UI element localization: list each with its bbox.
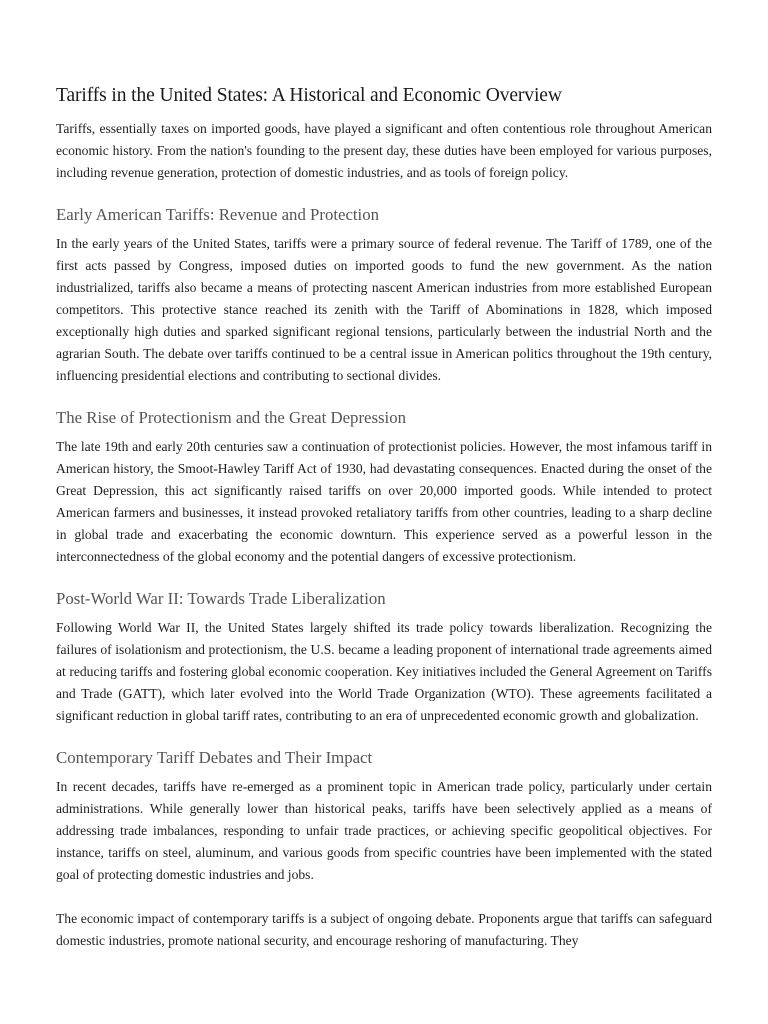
section-paragraph: In the early years of the United States, tariffs were a primary source of federal revenue. The Tariff of 1789, one of the first acts passed by Congress, imposed duties on imported goods to fund the new government. As the nation industrialized, tariffs also became a means of protecting nascent American industries from more established European competitors. This protective stance reached its zenith with the Tariff of Abominations in 1828, which imposed exceptionally high duties and sparked significant regional tensions, particularly between the industrial North and the agrarian South. The debate over tariffs continued to be a central issue in American politics throughout the 19th century, influencing presidential elections and contributing to sectional divides. [56, 236, 712, 383]
section-post-world-war-ii [56, 588, 712, 727]
section-contemporary-debates [56, 747, 712, 952]
section-rise-of-protectionism [56, 407, 712, 568]
section-heading: Early American Tariffs: Revenue and Protection [56, 205, 380, 224]
section-paragraph: The economic impact of contemporary tariffs is a subject of ongoing debate. Proponents argue that tariffs can safeguard domestic industries, promote national security, and encourage reshoring of manufacturing. They [56, 911, 712, 948]
section-heading: Post-World War II: Towards Trade Liberalization [56, 589, 386, 608]
document-title: Tariffs in the United States: A Historical and Economic Overview [56, 85, 562, 106]
section-early-american-tariffs [56, 204, 712, 387]
section-paragraph: The late 19th and early 20th centuries saw a continuation of protectionist policies. However, the most infamous tariff in American history, the Smoot-Hawley Tariff Act of 1930, had devastating consequences. Enacted during the onset of the Great Depression, this act significantly raised tariffs on over 20,000 imported goods. While intended to protect American farmers and businesses, it instead provoked retaliatory tariffs from other countries, leading to a sharp decline in global trade and exacerbating the economic downturn. This experience served as a powerful lesson in the interconnectedness of the global economy and the potential dangers of excessive protectionism. [56, 439, 712, 564]
section-heading: The Rise of Protectionism and the Great Depression [56, 408, 406, 427]
intro-paragraph: Tariffs, essentially taxes on imported goods, have played a significant and often contentious role throughout American economic history. From the nation's founding to the present day, these duties have been employed for various purposes, including revenue generation, protection of domestic industries, and as tools of foreign policy. [56, 121, 712, 180]
section-paragraph: Following World War II, the United States largely shifted its trade policy towards liberalization. Recognizing the failures of isolationism and protectionism, the U.S. became a leading proponent of international trade agreements aimed at reducing tariffs and fostering global economic cooperation. Key initiatives included the General Agreement on Tariffs and Trade (GATT), which later evolved into the World Trade Organization (WTO). These agreements facilitated a significant reduction in global tariff rates, contributing to an era of unprecedented economic growth and globalization. [56, 620, 712, 723]
section-paragraph: In recent decades, tariffs have re-emerged as a prominent topic in American trade policy, particularly under certain administrations. While generally lower than historical peaks, tariffs have been selectively applied as a means of addressing trade imbalances, responding to unfair trade practices, or achieving specific geopolitical objectives. For instance, tariffs on steel, aluminum, and various goods from specific countries have been implemented with the stated goal of protecting domestic industries and jobs. [56, 779, 712, 882]
section-heading: Contemporary Tariff Debates and Their Impact [56, 748, 373, 767]
